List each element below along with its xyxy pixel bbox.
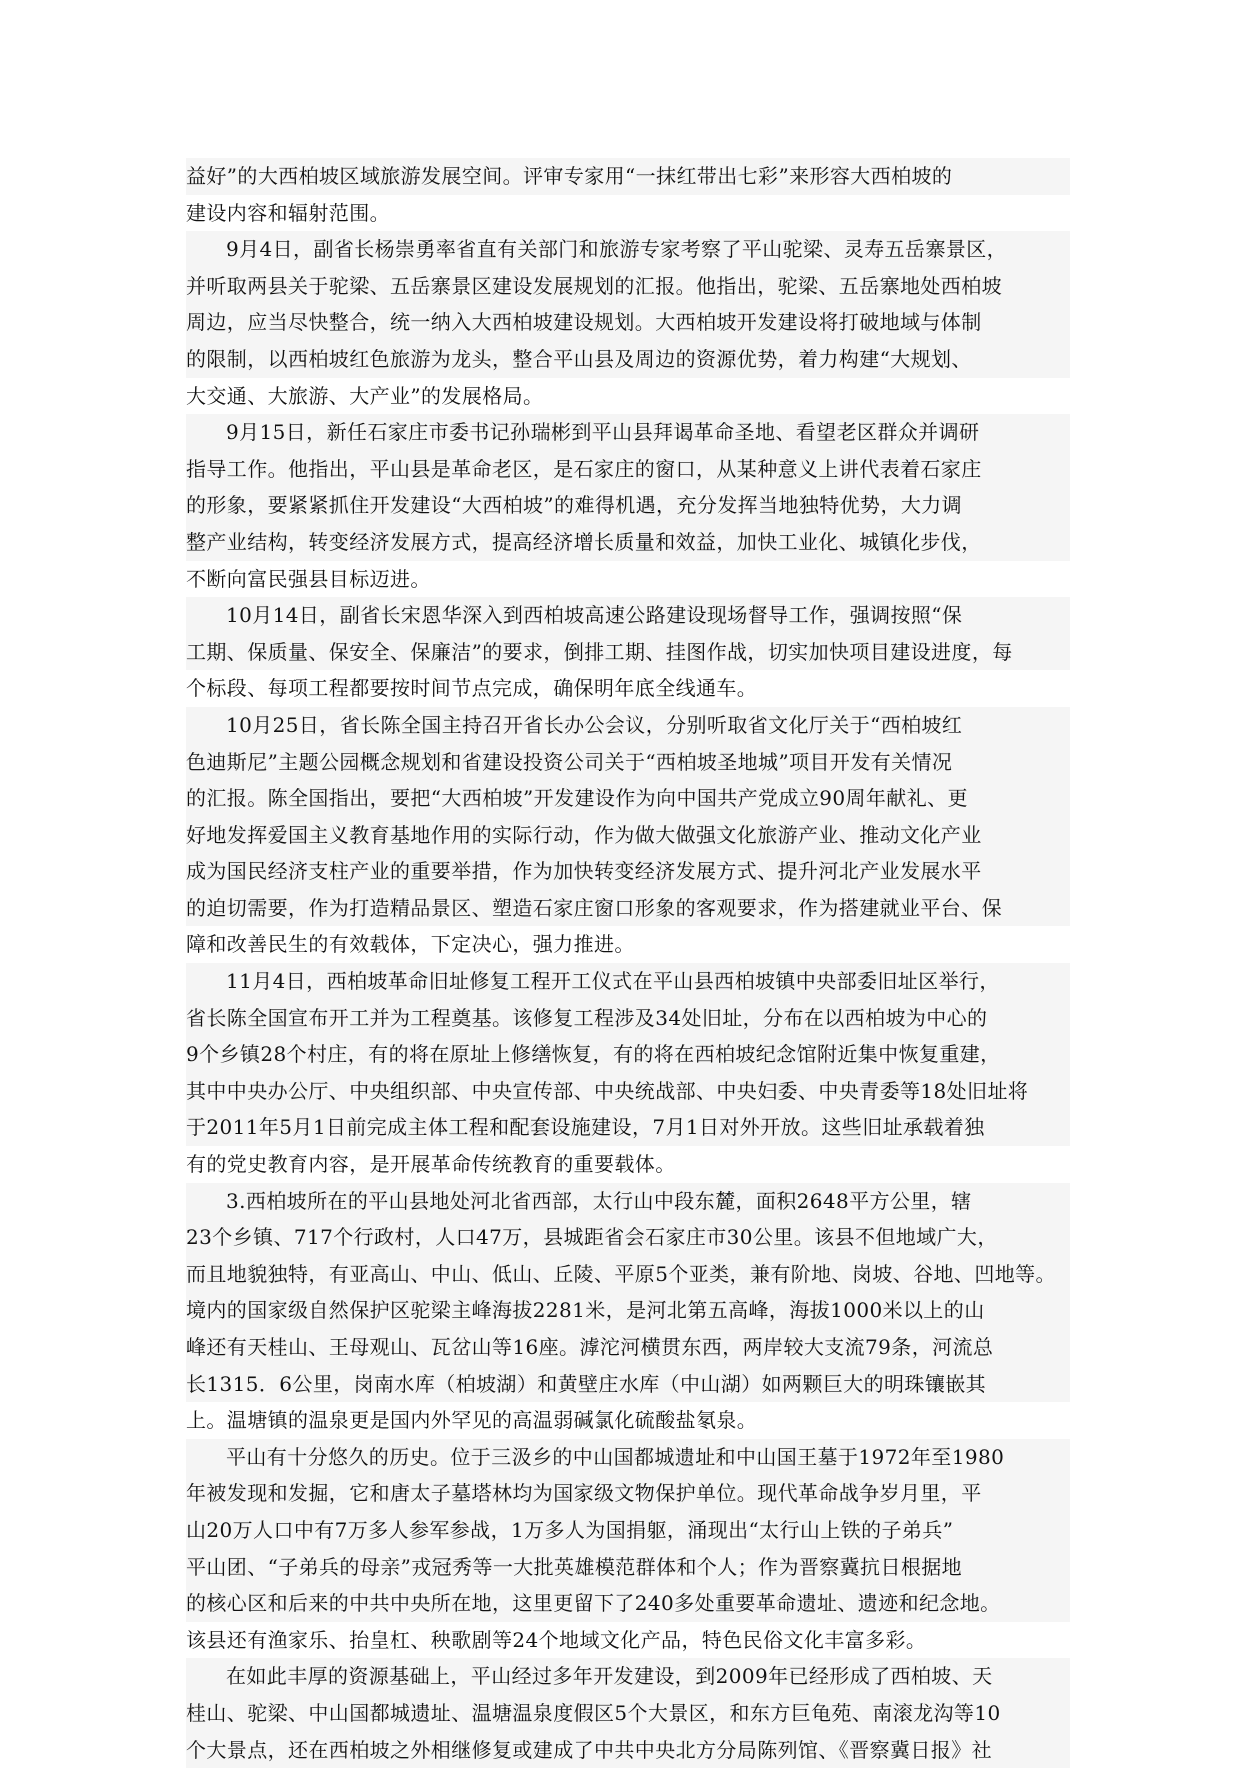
text-line: 不断向富民强县目标迈进。 xyxy=(186,566,431,591)
text-line: 23个乡镇、717个行政村，人口47万，县城距省会石家庄市30公里。该县不但地域广大， xyxy=(186,1219,1070,1256)
text-line: 9个乡镇28个村庄，有的将在原址上修缮恢复，有的将在西柏坡纪念馆附近集中恢复重建， xyxy=(186,1036,1070,1073)
paragraph-start: 在如此丰厚的资源基础上，平山经过多年开发建设，到2009年已经形成了西柏坡、天 xyxy=(186,1658,1070,1695)
text-line: 的形象，要紧紧抓住开发建设“大西柏坡”的难得机遇，充分发挥当地独特优势，大力调 xyxy=(186,487,1070,524)
text-line: 峰还有天桂山、王母观山、瓦岔山等16座。滹沱河横贯东西，两岸较大支流79条，河流总 xyxy=(186,1329,1070,1366)
text-line: 长1315．6公里，岗南水库（柏坡湖）和黄壁庄水库（中山湖）如两颗巨大的明珠镶嵌其 xyxy=(186,1366,1070,1403)
text-line: 的核心区和后来的中共中央所在地，这里更留下了240多处重要革命遗址、遗迹和纪念地。 xyxy=(186,1585,1070,1622)
paragraph-start: 平山有十分悠久的历史。位于三汲乡的中山国都城遗址和中山国王墓于1972年至1980 xyxy=(186,1439,1070,1476)
paragraph-start: 3.西柏坡所在的平山县地处河北省西部，太行山中段东麓，面积2648平方公里，辖 xyxy=(186,1183,1070,1220)
text-line: 上。温塘镇的温泉更是国内外罕见的高温弱碱氯化硫酸盐氡泉。 xyxy=(186,1408,758,1433)
text-line: 建设内容和辐射范围。 xyxy=(186,200,390,225)
text-line: 桂山、驼梁、中山国都城遗址、温塘温泉度假区5个大景区，和东方巨龟苑、南滚龙沟等10 xyxy=(186,1695,1070,1732)
text-line: 整产业结构，转变经济发展方式，提高经济增长质量和效益，加快工业化、城镇化步伐， xyxy=(186,524,1070,561)
text-line: 成为国民经济支柱产业的重要举措，作为加快转变经济发展方式、提升河北产业发展水平 xyxy=(186,853,1070,890)
text-line: 山20万人口中有7万多人参军参战，1万多人为国捐躯，涌现出“太行山上铁的子弟兵” xyxy=(186,1512,1070,1549)
text-line: 平山团、“子弟兵的母亲”戎冠秀等一大批英雄模范群体和个人；作为晋察冀抗日根据地 xyxy=(186,1549,1070,1586)
text-line: 该县还有渔家乐、抬皇杠、秧歌剧等24个地域文化产品，特色民俗文化丰富多彩。 xyxy=(186,1627,927,1652)
text-line: 个标段、每项工程都要按时间节点完成，确保明年底全线通车。 xyxy=(186,676,758,701)
text-line: 周边，应当尽快整合，统一纳入大西柏坡建设规划。大西柏坡开发建设将打破地域与体制 xyxy=(186,304,1070,341)
paragraph-start: 10月14日，副省长宋恩华深入到西柏坡高速公路建设现场督导工作，强调按照“保 xyxy=(186,597,1070,634)
text-line: 有的党史教育内容，是开展革命传统教育的重要载体。 xyxy=(186,1152,676,1177)
text-line: 色迪斯尼”主题公园概念规划和省建设投资公司关于“西柏坡圣地城”项目开发有关情况 xyxy=(186,744,1070,781)
text-line: 于2011年5月1日前完成主体工程和配套设施建设，7月1日对外开放。这些旧址承载着独 xyxy=(186,1109,1070,1146)
text-line: 的迫切需要，作为打造精品景区、塑造石家庄窗口形象的客观要求，作为搭建就业平台、保 xyxy=(186,890,1070,927)
text-line: 境内的国家级自然保护区驼梁主峰海拔2281米，是河北第五高峰，海拔1000米以上的山 xyxy=(186,1292,1070,1329)
text-line: 好地发挥爱国主义教育基地作用的实际行动，作为做大做强文化旅游产业、推动文化产业 xyxy=(186,817,1070,854)
text-line: 其中中央办公厅、中央组织部、中央宣传部、中央统战部、中央妇委、中央青委等18处旧址将 xyxy=(186,1073,1070,1110)
text-line: 益好”的大西柏坡区域旅游发展空间。评审专家用“一抹红带出七彩”来形容大西柏坡的 xyxy=(186,158,1070,195)
paragraph-start: 9月15日，新任石家庄市委书记孙瑞彬到平山县拜谒革命圣地、看望老区群众并调研 xyxy=(186,414,1070,451)
document-page xyxy=(186,158,1070,1768)
text-line: 个大景点，还在西柏坡之外相继修复或建成了中共中央北方分局陈列馆、《晋察冀日报》社 xyxy=(186,1732,1070,1768)
text-line: 大交通、大旅游、大产业”的发展格局。 xyxy=(186,383,544,408)
text-line: 年被发现和发掘，它和唐太子墓塔林均为国家级文物保护单位。现代革命战争岁月里，平 xyxy=(186,1475,1070,1512)
text-line: 而且地貌独特，有亚高山、中山、低山、丘陵、平原5个亚类，兼有阶地、岗坡、谷地、凹地等。 xyxy=(186,1256,1070,1293)
text-line: 指导工作。他指出，平山县是革命老区，是石家庄的窗口，从某种意义上讲代表着石家庄 xyxy=(186,451,1070,488)
paragraph-start: 9月4日，副省长杨崇勇率省直有关部门和旅游专家考察了平山驼梁、灵寿五岳寨景区， xyxy=(186,231,1070,268)
paragraph-start: 10月25日，省长陈全国主持召开省长办公会议，分别听取省文化厅关于“西柏坡红 xyxy=(186,707,1070,744)
text-line: 障和改善民生的有效载体，下定决心，强力推进。 xyxy=(186,932,635,957)
text-line: 的汇报。陈全国指出，要把“大西柏坡”开发建设作为向中国共产党成立90周年献礼、更 xyxy=(186,780,1070,817)
text-line: 工期、保质量、保安全、保廉洁”的要求，倒排工期、挂图作战，切实加快项目建设进度，每 xyxy=(186,634,1070,671)
text-line: 省长陈全国宣布开工并为工程奠基。该修复工程涉及34处旧址，分布在以西柏坡为中心的 xyxy=(186,1000,1070,1037)
text-line: 的限制，以西柏坡红色旅游为龙头，整合平山县及周边的资源优势，着力构建“大规划、 xyxy=(186,341,1070,378)
text-line: 并听取两县关于驼梁、五岳寨景区建设发展规划的汇报。他指出，驼梁、五岳寨地处西柏坡 xyxy=(186,268,1070,305)
paragraph-start: 11月4日，西柏坡革命旧址修复工程开工仪式在平山县西柏坡镇中央部委旧址区举行， xyxy=(186,963,1070,1000)
